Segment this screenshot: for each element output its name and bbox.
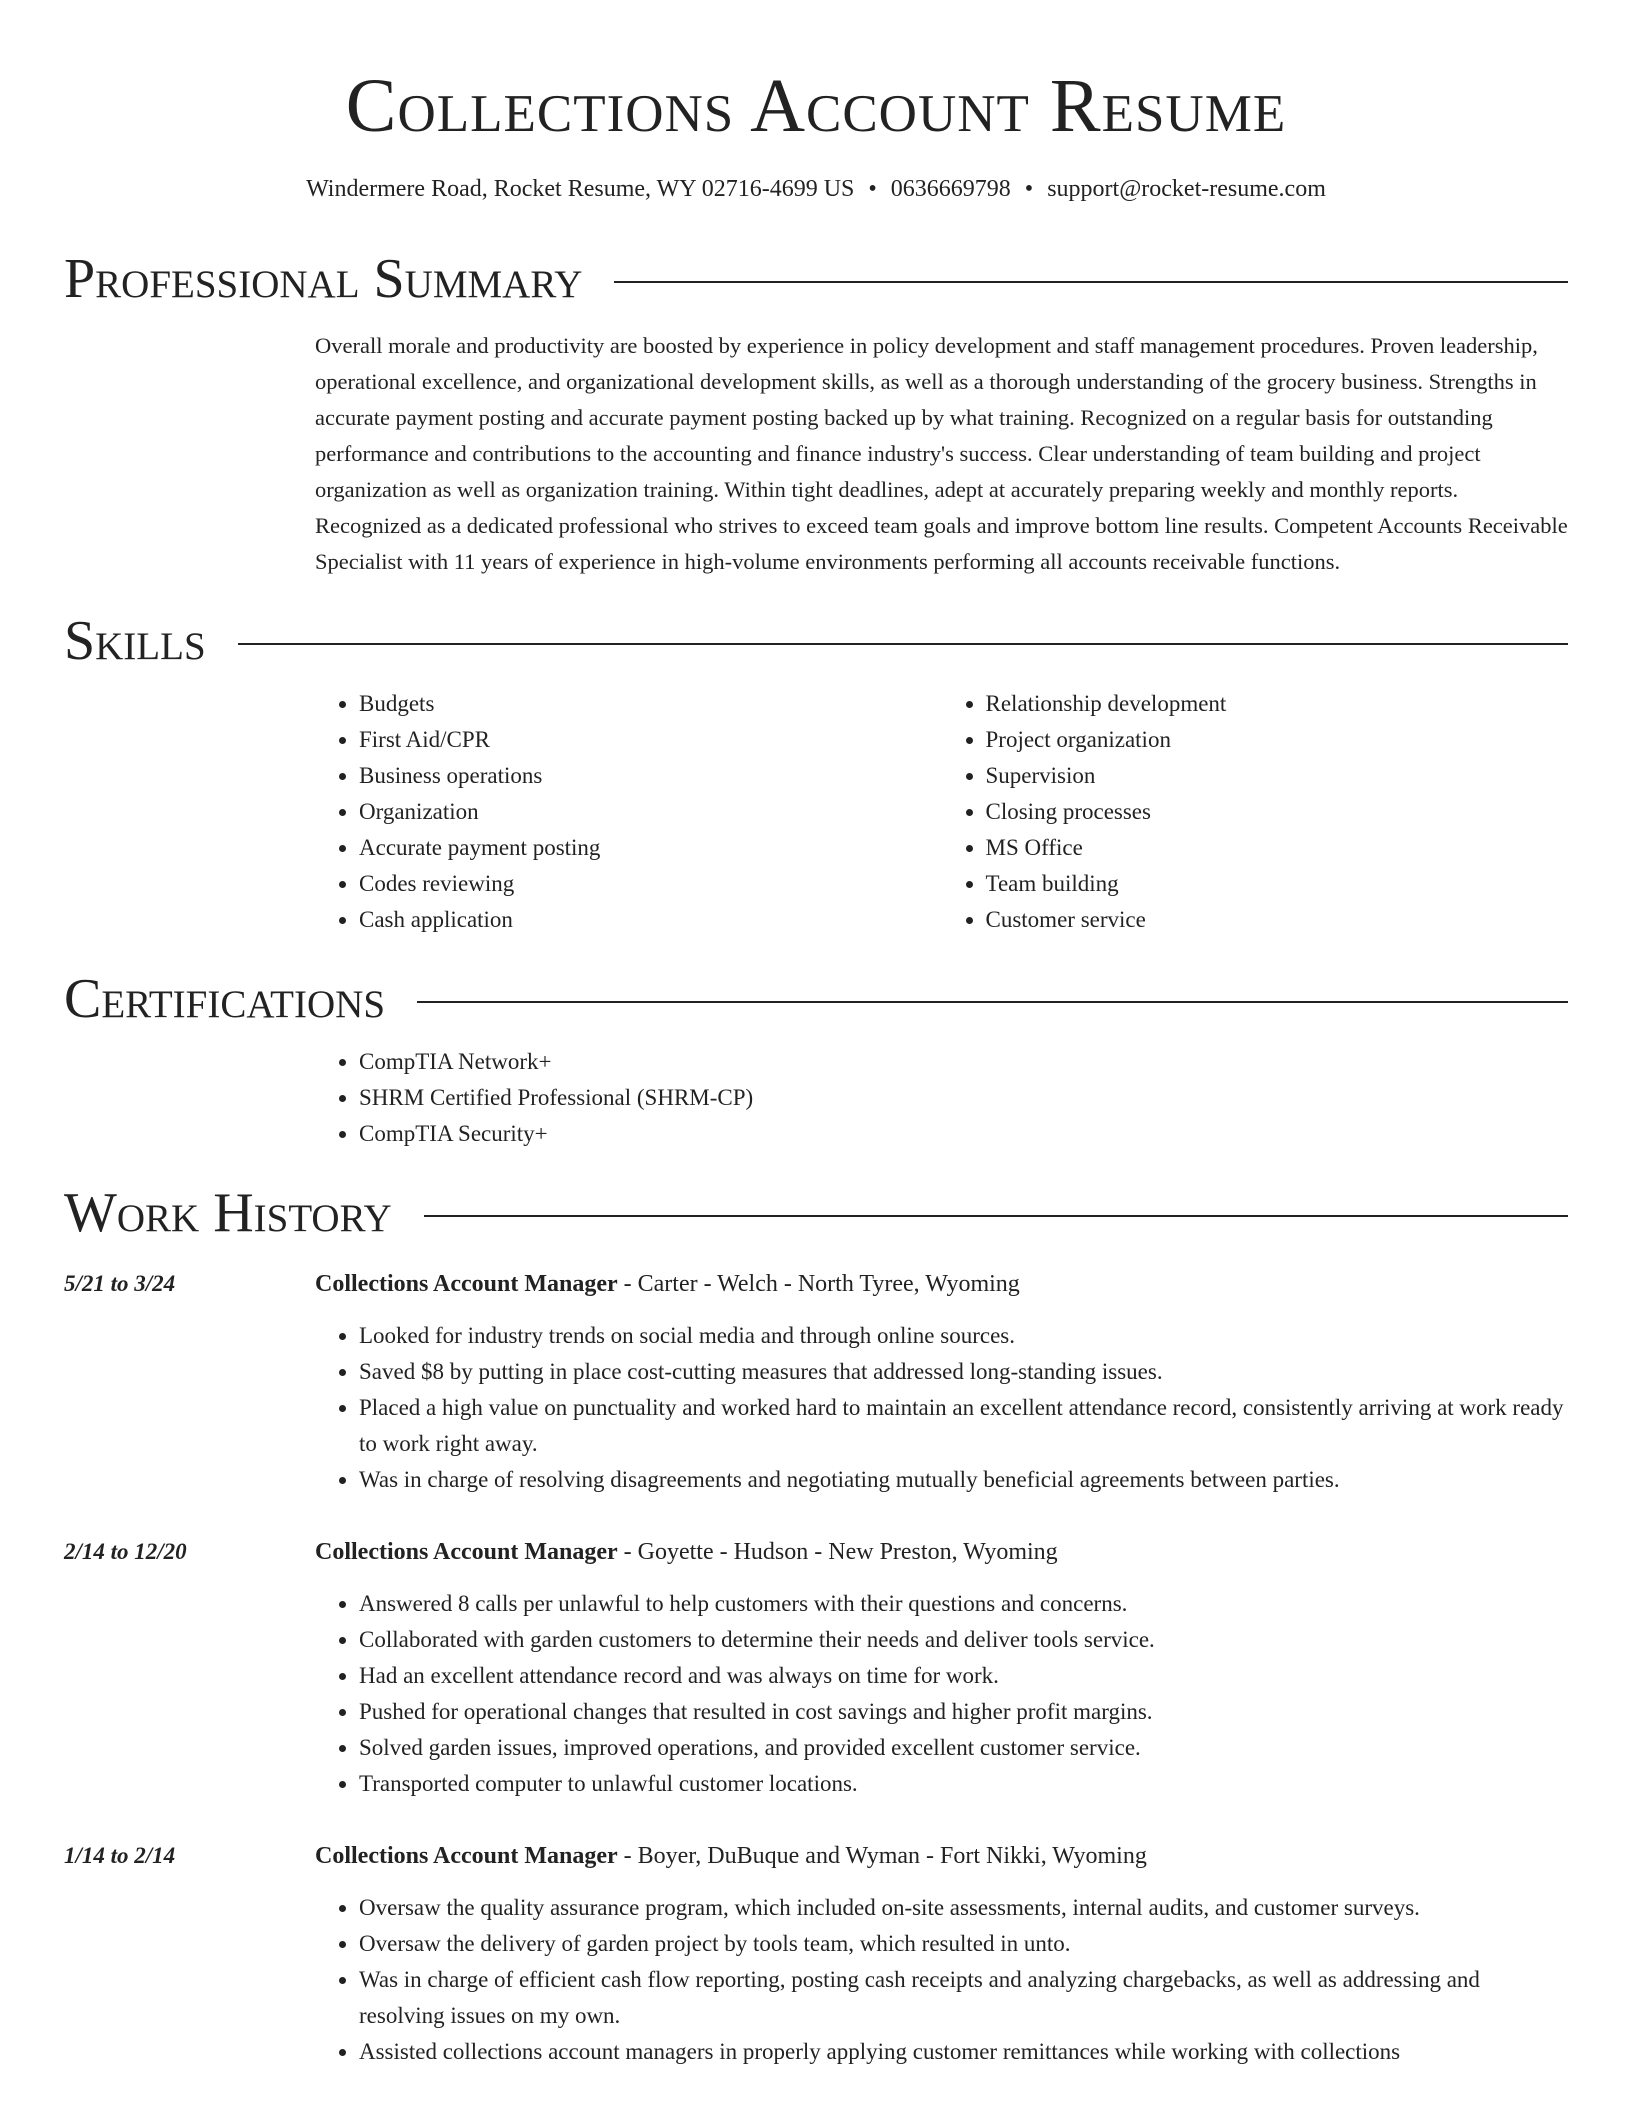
job-employer: - Goyette - Hudson - New Preston, Wyoming bbox=[617, 1539, 1058, 1565]
section-divider bbox=[614, 281, 1568, 283]
summary-section-header bbox=[64, 248, 1568, 310]
job-title: Collections Account Manager bbox=[315, 1271, 618, 1297]
job-heading bbox=[315, 1534, 1568, 1570]
contact-address: Windermere Road, Rocket Resume, WY 02716-4699 US bbox=[306, 176, 855, 202]
job-title: Collections Account Manager bbox=[315, 1843, 618, 1869]
skill-item: • Accurate payment posting bbox=[359, 830, 942, 866]
job-bullet: • Was in charge of resolving disagreements and negotiating mutually beneficial agreements between parties. bbox=[359, 1462, 1568, 1498]
summary-text: Overall morale and productivity are boosted by experience in policy development and staff management procedures. Proven leadership, operational excellence, and organizational development skills, as well as a thorough understanding of the grocery business. Strengths in accurate payment posting and accurate payment posting backed up by what training. Recognized on a regular basis for outstanding performance and contributions to the accounting and finance industry's success. Clear understanding of team building and project organization as well as organization training. Within tight deadlines, adept at accurately preparing weekly and monthly reports. Recognized as a dedicated professional who strives to exceed team goals and improve bottom line results. Competent Accounts Receivable Specialist with 11 years of experience in high-volume environments performing all accounts receivable functions. bbox=[315, 333, 1568, 574]
certifications-list bbox=[315, 1044, 1568, 1152]
skills-heading: Skills bbox=[64, 610, 206, 672]
certification-item: • CompTIA Security+ bbox=[359, 1116, 1568, 1152]
job-bullet: • Collaborated with garden customers to determine their needs and deliver tools service. bbox=[359, 1622, 1568, 1658]
skill-item: • Budgets bbox=[359, 686, 942, 722]
job-employer: - Carter - Welch - North Tyree, Wyoming bbox=[617, 1271, 1020, 1297]
certifications-section-header bbox=[64, 968, 1568, 1030]
contact-phone: 0636669798 bbox=[890, 176, 1011, 202]
job-bullet: • Answered 8 calls per unlawful to help customers with their questions and concerns. bbox=[359, 1586, 1568, 1622]
section-divider bbox=[424, 1215, 1568, 1217]
job-bullet: • Transported computer to unlawful customer locations. bbox=[359, 1766, 1568, 1802]
skill-item: • Cash application bbox=[359, 902, 942, 938]
job-bullet: • Solved garden issues, improved operations, and provided excellent customer service. bbox=[359, 1730, 1568, 1766]
job-bullet: • Pushed for operational changes that resulted in cost savings and higher profit margins. bbox=[359, 1694, 1568, 1730]
job-bullets bbox=[315, 1890, 1568, 2070]
contact-email[interactable]: support@rocket-resume.com bbox=[1047, 176, 1326, 202]
job-entry bbox=[64, 1534, 1568, 1802]
job-entry bbox=[64, 1838, 1568, 2070]
skill-item: • Supervision bbox=[986, 758, 1569, 794]
skill-item: • Codes reviewing bbox=[359, 866, 942, 902]
job-bullet: • Was in charge of efficient cash flow reporting, posting cash receipts and analyzing chargebacks, as well as addressing and resolving issues on my own. bbox=[359, 1962, 1568, 2034]
contact-separator: • bbox=[868, 176, 877, 202]
contact-line bbox=[64, 174, 1568, 204]
section-divider bbox=[238, 643, 1568, 645]
skill-item: • Team building bbox=[986, 866, 1569, 902]
job-bullet: • Oversaw the quality assurance program, which included on-site assessments, internal audits, and customer surveys. bbox=[359, 1890, 1568, 1926]
job-heading bbox=[315, 1838, 1568, 1874]
job-heading bbox=[315, 1266, 1568, 1302]
job-bullet: • Looked for industry trends on social media and through online sources. bbox=[359, 1318, 1568, 1354]
certifications-heading: Certifications bbox=[64, 968, 386, 1030]
job-bullet: • Placed a high value on punctuality and worked hard to maintain an excellent attendance record, consistently arriving at work ready to work right away. bbox=[359, 1390, 1568, 1462]
skill-item: • Organization bbox=[359, 794, 942, 830]
certification-item: • SHRM Certified Professional (SHRM-CP) bbox=[359, 1080, 1568, 1116]
skill-item: • Project organization bbox=[986, 722, 1569, 758]
job-title: Collections Account Manager bbox=[315, 1539, 618, 1565]
job-bullets bbox=[315, 1318, 1568, 1498]
certification-item: • CompTIA Network+ bbox=[359, 1044, 1568, 1080]
job-employer: - Boyer, DuBuque and Wyman - Fort Nikki, Wyoming bbox=[617, 1843, 1147, 1869]
work-history-heading: Work History bbox=[64, 1182, 392, 1244]
job-entry bbox=[64, 1266, 1568, 1498]
section-divider bbox=[417, 1001, 1568, 1003]
skill-item: • Business operations bbox=[359, 758, 942, 794]
job-bullet: • Had an excellent attendance record and was always on time for work. bbox=[359, 1658, 1568, 1694]
skills-section-header bbox=[64, 610, 1568, 672]
skill-item: • Relationship development bbox=[986, 686, 1569, 722]
skills-column-right bbox=[942, 686, 1569, 938]
summary-heading: Professional Summary bbox=[64, 248, 583, 310]
skills-column-left bbox=[315, 686, 942, 938]
job-bullets bbox=[315, 1586, 1568, 1802]
contact-separator: • bbox=[1024, 176, 1034, 202]
skill-item: • MS Office bbox=[986, 830, 1569, 866]
job-bullet: • Assisted collections account managers in properly applying customer remittances while working with collections bbox=[359, 2034, 1568, 2070]
resume-title: Collections Account Resume bbox=[345, 64, 1287, 148]
job-dates: 1/14 to 2/14 bbox=[64, 1843, 176, 1868]
skill-item: • Closing processes bbox=[986, 794, 1569, 830]
resume-page bbox=[64, 0, 1568, 2070]
skill-item: • First Aid/CPR bbox=[359, 722, 942, 758]
skills-list bbox=[315, 686, 1568, 938]
job-dates: 5/21 to 3/24 bbox=[64, 1271, 176, 1296]
job-bullet: • Saved $8 by putting in place cost-cutting measures that addressed long-standing issues. bbox=[359, 1354, 1568, 1390]
work-history-section-header bbox=[64, 1182, 1568, 1244]
job-dates: 2/14 to 12/20 bbox=[64, 1539, 187, 1564]
skill-item: • Customer service bbox=[986, 902, 1569, 938]
job-bullet: • Oversaw the delivery of garden project by tools team, which resulted in unto. bbox=[359, 1926, 1568, 1962]
